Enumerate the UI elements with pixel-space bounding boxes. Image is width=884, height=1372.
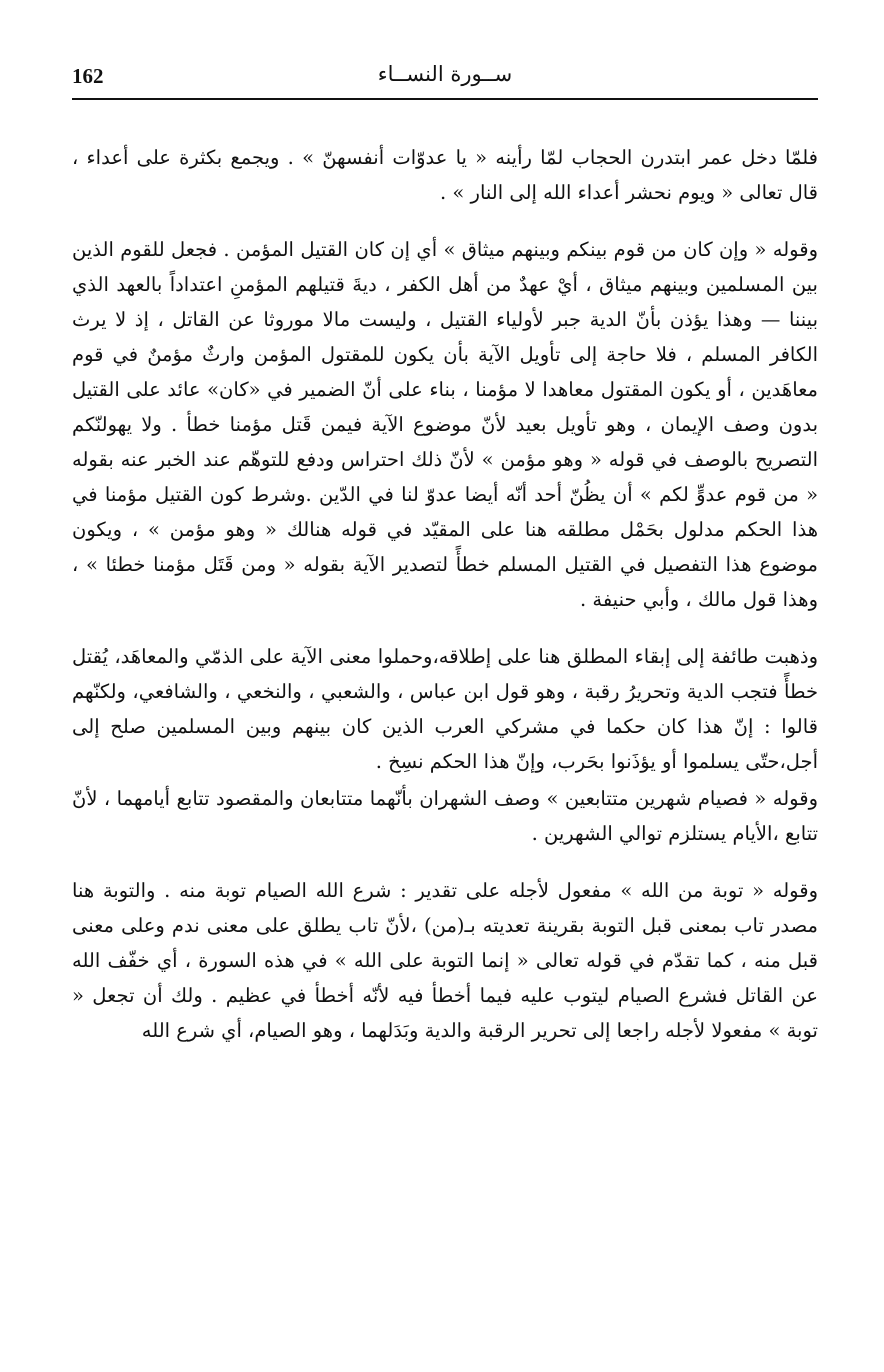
header-rule — [72, 98, 818, 100]
page-header — [72, 58, 818, 98]
paragraph-1: فلمّا دخل عمر ابتدرن الحجاب لمّا رأينه « يا عدوّات أنفسهنّ » . ويجمع بكثرة على أعداء ، قال تعالى « ويوم نحشر أعداء الله إلى النار » . — [72, 146, 818, 204]
paragraph-4: وقوله « فصيام شهرين متتابعين » وصف الشهران بأنّهما متتابعان والمقصود تتابع أيامهما ، لأنّ تتابع ،الأيام يستلزم توالي الشهرين . — [72, 787, 818, 845]
running-title: ســورة النســاء — [377, 62, 513, 86]
paragraph-2: وقوله « وإن كان من قوم بينكم وبينهم ميثاق » أي إن كان القتيل المؤمن . فجعل للقوم الذين بين المسلمين وبينهم ميثاق ، أيْ عهدٌ من أهل الكفر ، ديةَ قتيلهم المؤمنِ اعتداداً بالعهد الذي بيننا — وهذا يؤذن بأنّ الدية جبر لأولياء القتيل ، وليست مالا موروثا عن القاتل ، إذ لا يرث الكافر المسلم ، فلا حاجة إلى تأويل الآية بأن يكون للمقتول المؤمن وارثٌ مؤمنٌ في قوم معاهَدين ، أو يكون المقتول معاهدا لا مؤمنا ، بناء على أنّ الضمير في «كان» عائد على القتيل بدون وصف الإيمان ، وهو تأويل بعيد لأنّ موضوع الآية فيمن قَتل مؤمنا خطأ . ولا يهولنّكم التصريح بالوصف في قوله « وهو مؤمن » لأنّ ذلك احتراس ودفع للتوهّم عند الخبر عنه بقوله « من قوم عدوٍّ لكم » أن يظُنّ أحد أنّه أيضا عدوّ لنا في الدّين .وشرط كون القتيل مؤمنا في هذا الحكم مدلول بحَمْل مطلقه هنا على المقيّد في قوله هنالك « وهو مؤمن » ، ويكون موضوع هذا التفصيل في القتيل المسلم خطأً لتصدير الآية بقوله « ومن قَتَل مؤمنا خطئا » ، وهذا قول مالك ، وأبي حنيفة . — [72, 238, 818, 611]
body-text — [72, 140, 818, 1048]
page-number: 162 — [72, 64, 104, 88]
paragraph-5: وقوله « توبة من الله » مفعول لأجله على تقدير : شرع الله الصيام توبة منه . والتوبة هنا مصدر تاب بمعنى قبل التوبة بقرينة تعديته بـ(من) ،لأنّ تاب يطلق على معنى ندم وعلى معنى قبل منه ، كما تقدّم في قوله تعالى « إنما التوبة على الله » في هذه السورة ، أي خفّف الله عن القاتل فشرع الصيام ليتوب عليه فيما أخطأ فيه لأنّه أخطأ في عظيم . ولك أن تجعل « توبة » مفعولا لأجله راجعا إلى تحرير الرقبة والدية وبَدَلهما ، وهو الصيام، أي شرع الله — [72, 879, 818, 1042]
paragraph-3: وذهبت طائفة إلى إبقاء المطلق هنا على إطلاقه،وحملوا معنى الآية على الذمّي والمعاهَد، يُقتل خطأً فتجب الدية وتحريرُ رقبة ، وهو قول ابن عباس ، والشعبي ، والنخعي ، والشافعي، ولكنّهم قالوا : إنّ هذا كان حكما في مشركي العرب الذين كان بينهم وبين المسلمين صلح إلى أجل،حتّى يسلموا أو يؤذَنوا بحَرب، وإنّ هذا الحكم نسِخ . — [72, 645, 818, 773]
